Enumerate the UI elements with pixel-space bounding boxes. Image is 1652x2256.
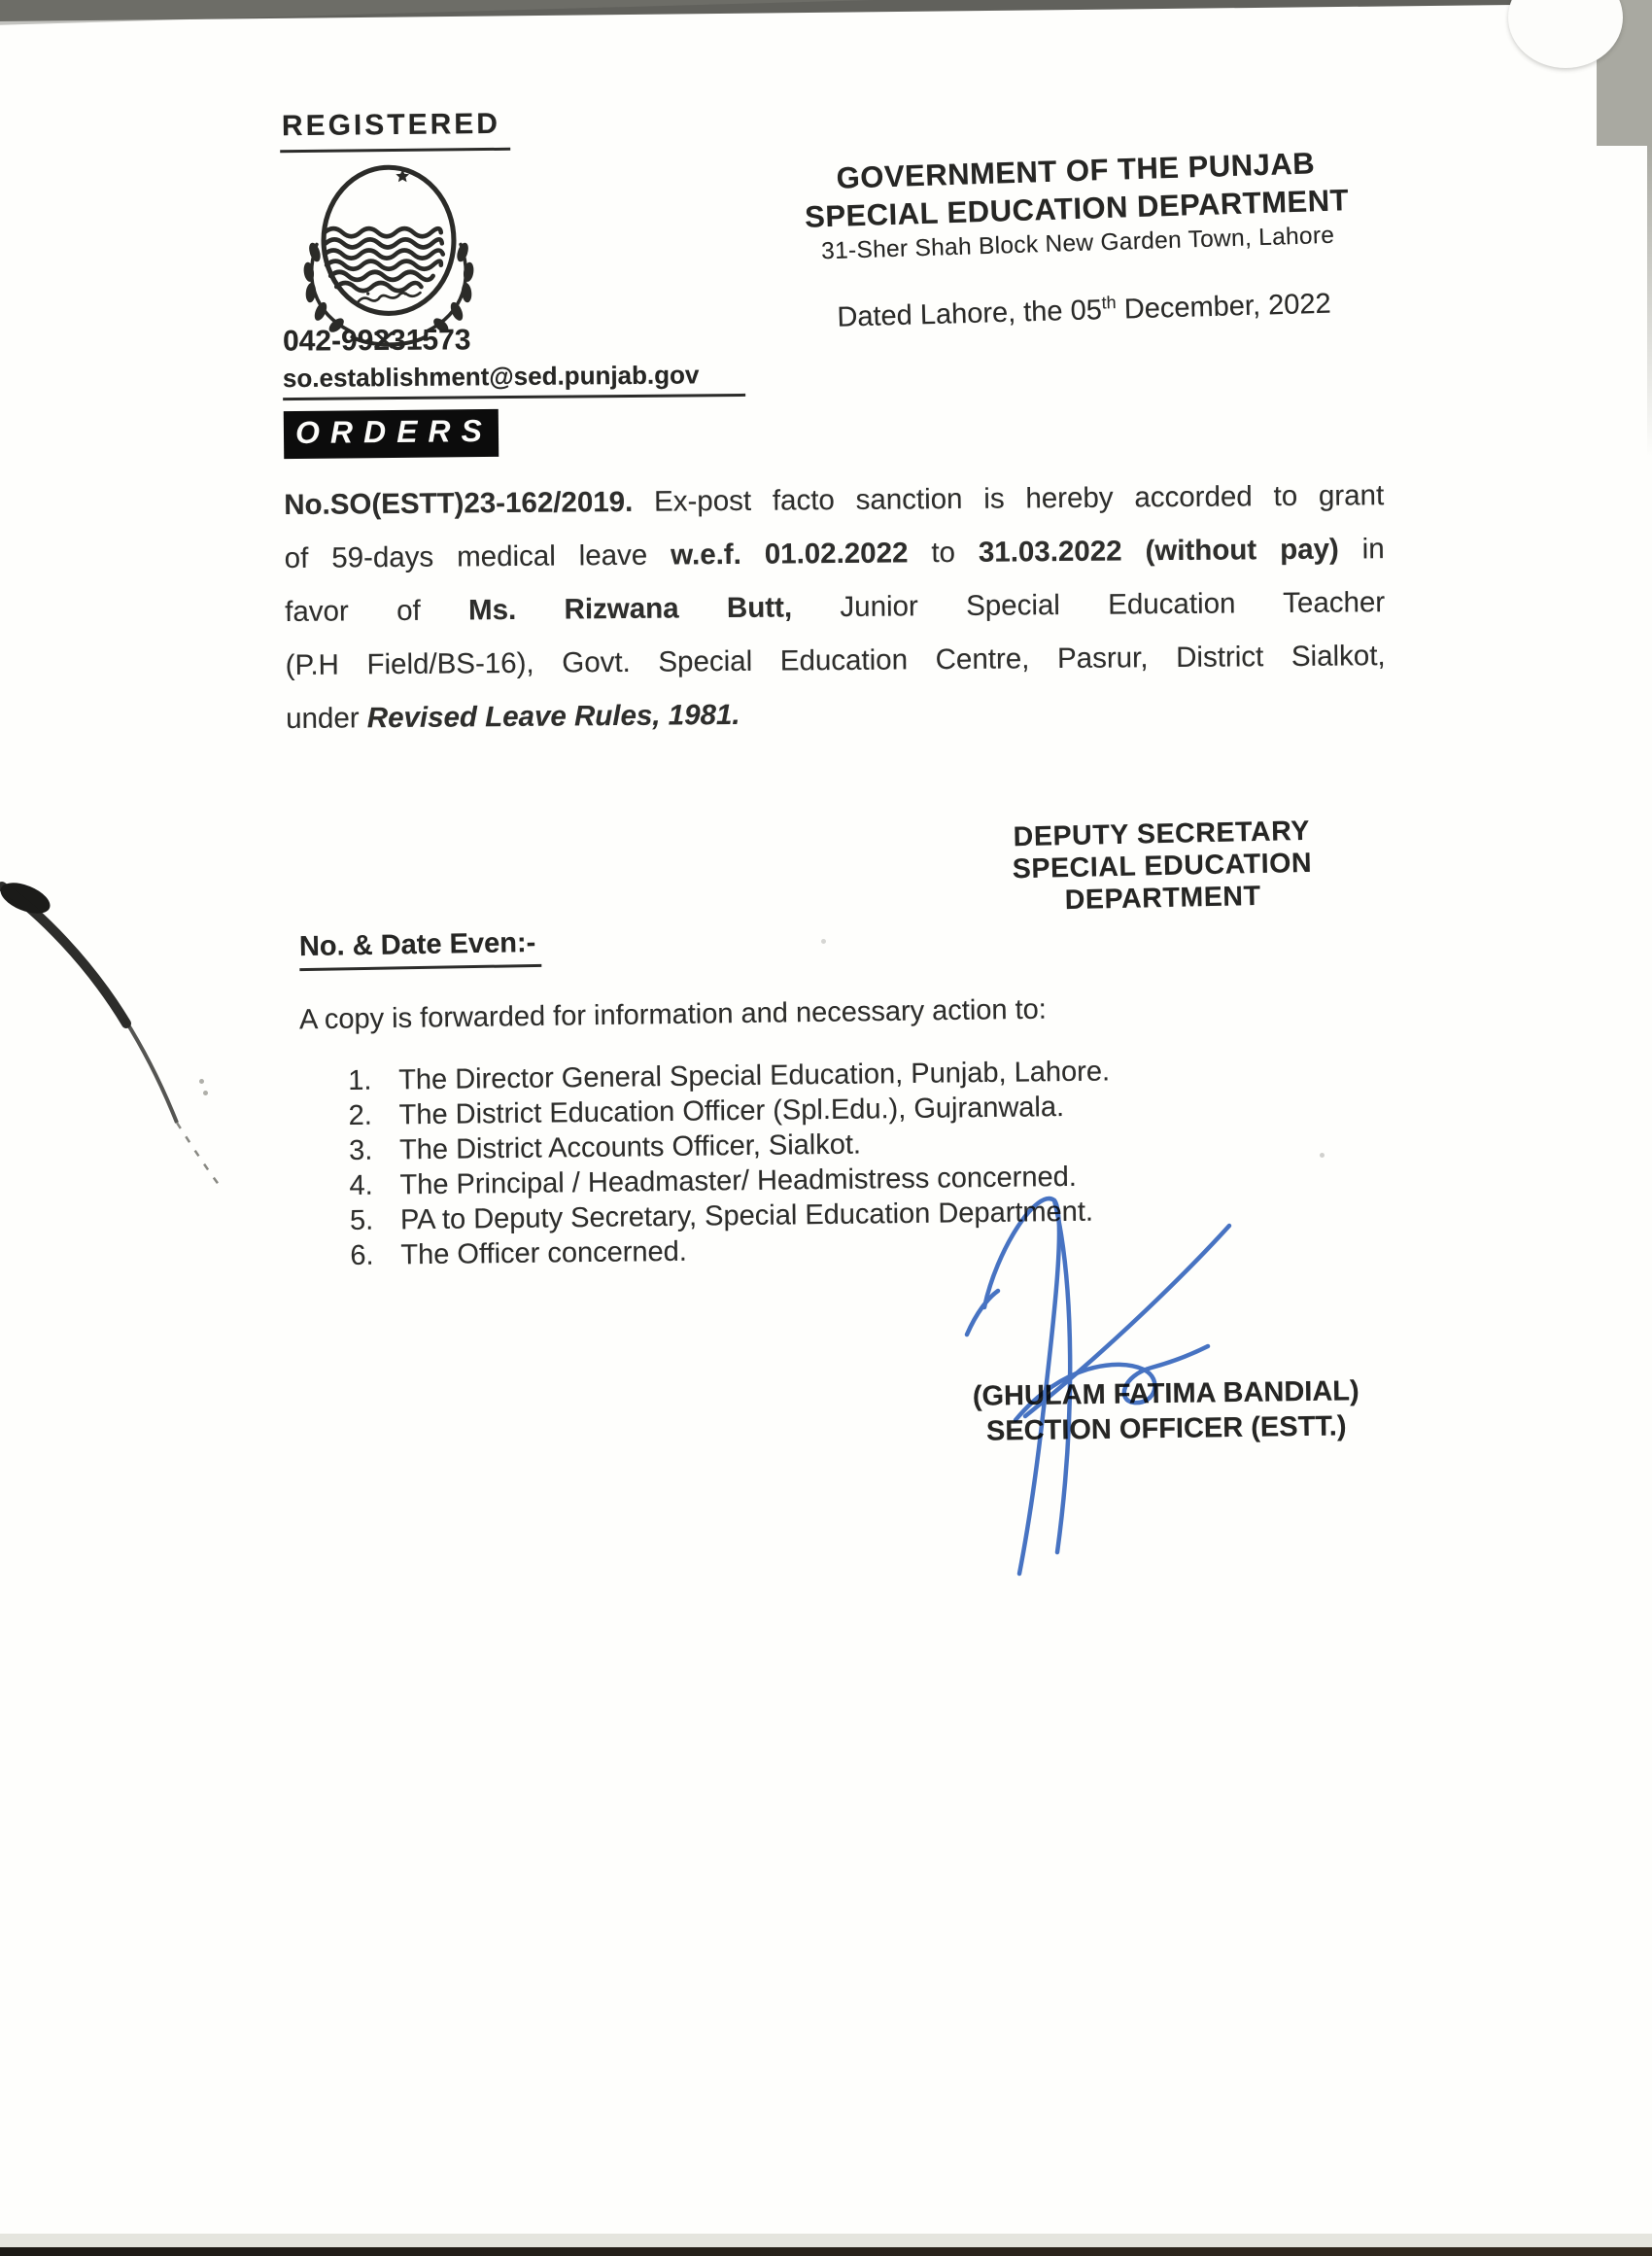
order-reference-number: No.SO(ESTT)23-162/2019. bbox=[284, 485, 634, 521]
letterhead-address: 31-Sher Shah Block New Garden Town, Lahore bbox=[820, 222, 1335, 265]
letterhead-department-line: SPECIAL EDUCATION DEPARTMENT bbox=[804, 183, 1350, 234]
scan-crease-mark bbox=[0, 855, 311, 1264]
copy-item-number: 2. bbox=[348, 1099, 373, 1131]
copy-item-text: The Director General Special Education, Punjab, Lahore. bbox=[398, 1056, 1111, 1096]
forwarding-note: A copy is forwarded for information and necessary action to: bbox=[298, 993, 1048, 1036]
leave-rules-reference: Revised Leave Rules, 1981. bbox=[366, 698, 740, 735]
punjab-government-crest-logo bbox=[264, 150, 513, 352]
order-text: in bbox=[1338, 533, 1385, 566]
scan-bottom-edge-dark bbox=[0, 2247, 1652, 2256]
order-line bbox=[284, 469, 1384, 532]
order-text: under bbox=[286, 702, 367, 735]
order-text: Junior Special Education Teacher bbox=[791, 586, 1386, 624]
order-text: Ex-post facto sanction is hereby accorded to grant bbox=[633, 479, 1385, 518]
copy-item-number: 4. bbox=[349, 1169, 373, 1201]
even-number-label: No. & Date Even:- bbox=[299, 927, 542, 971]
orders-banner: ORDERS bbox=[284, 409, 499, 459]
copy-item-text: The Principal / Headmaster/ Headmistress concerned. bbox=[399, 1161, 1077, 1201]
copy-item-number: 3. bbox=[348, 1134, 373, 1166]
leave-end-date: 31.03.2022 (without pay) bbox=[978, 533, 1339, 569]
date-suffix: December, 2022 bbox=[1116, 288, 1332, 326]
scan-speckle bbox=[821, 939, 826, 944]
signatory-title: SECTION OFFICER (ESTT.) bbox=[985, 1410, 1347, 1447]
scan-speckle bbox=[199, 1079, 204, 1084]
letterhead bbox=[793, 143, 1359, 269]
handwritten-signature-ink bbox=[909, 1162, 1326, 1618]
phone-number: 042-99231573 bbox=[282, 324, 471, 358]
employee-name: Ms. Rizwana Butt, bbox=[467, 591, 793, 627]
scan-speckle bbox=[1320, 1153, 1325, 1158]
order-paragraph bbox=[284, 469, 1386, 746]
scan-right-edge bbox=[1647, 146, 1652, 457]
order-text: favor of bbox=[285, 594, 469, 628]
order-line bbox=[285, 629, 1385, 692]
deputy-title-line: DEPARTMENT bbox=[1064, 880, 1261, 917]
leave-start-date: w.e.f. 01.02.2022 bbox=[671, 537, 909, 572]
letterhead-government-line: GOVERNMENT OF THE PUNJAB bbox=[836, 146, 1316, 195]
date-line bbox=[805, 286, 1364, 335]
email-address: so.establishment@sed.punjab.gov bbox=[283, 360, 746, 400]
deputy-title-line: DEPUTY SECRETARY bbox=[1013, 815, 1311, 853]
order-text: to bbox=[908, 536, 980, 570]
copy-item-number: 6. bbox=[350, 1239, 374, 1271]
order-line bbox=[286, 682, 1386, 746]
copy-item-text: The Officer concerned. bbox=[400, 1235, 688, 1271]
order-line bbox=[284, 522, 1384, 585]
scan-speckle bbox=[203, 1091, 208, 1095]
deputy-secretary-block bbox=[973, 815, 1352, 919]
order-line bbox=[285, 575, 1385, 639]
registered-stamp: REGISTERED bbox=[280, 108, 510, 153]
copy-item-text: PA to Deputy Secretary, Special Education Department. bbox=[399, 1196, 1094, 1236]
scan-bottom-edge-light bbox=[0, 2234, 1652, 2248]
copy-item-number: 5. bbox=[349, 1204, 374, 1236]
copy-item-text: The District Accounts Officer, Sialkot. bbox=[398, 1128, 862, 1166]
order-text: of 59-days medical leave bbox=[284, 538, 671, 574]
deputy-title-line: SPECIAL EDUCATION bbox=[1012, 847, 1313, 885]
order-text: (P.H Field/BS-16), Govt. Special Education Centre, Pasrur, District Sialkot, bbox=[285, 640, 1386, 681]
date-ordinal-suffix: th bbox=[1101, 293, 1117, 313]
date-prefix: Dated Lahore, the 05 bbox=[836, 295, 1103, 333]
signatory-name: (GHULAM FATIMA BANDIAL) bbox=[972, 1375, 1359, 1412]
copy-item-text: The District Education Officer (Spl.Edu.), Gujranwala. bbox=[398, 1091, 1065, 1131]
copy-item-number: 1. bbox=[348, 1064, 372, 1096]
